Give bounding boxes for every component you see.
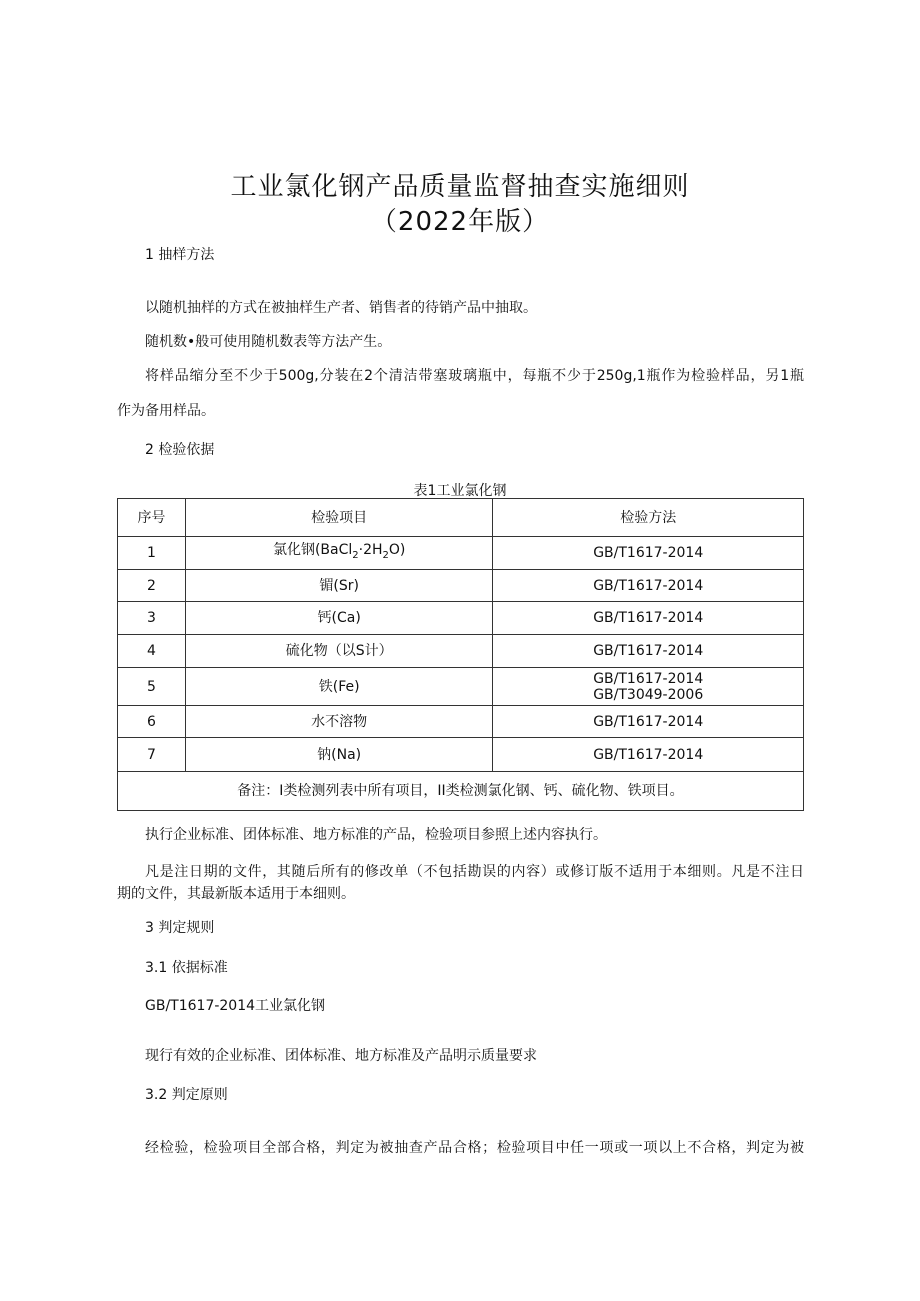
item-formula-subscript: 2: [382, 549, 389, 561]
table-row: [118, 570, 804, 602]
paragraph-sample-division-line2: 作为备用样品。: [117, 403, 215, 419]
paragraph-sample-division-line1: 将样品缩分至不少于500g,分装在2个清洁带塞玻璃瓶中，每瓶不少于250g,1瓶作为检验样品，另1瓶: [145, 368, 804, 384]
paragraph-random-number: 随机数•般可使用随机数表等方法产生。: [145, 334, 392, 350]
standard-reference: GB/T1617-2014工业氯化钢: [145, 998, 326, 1014]
row-item: 钠(Na): [185, 738, 493, 772]
table-header-row: [118, 499, 804, 537]
document-title: 工业氯化钢产品质量监督抽查实施细则: [230, 172, 690, 202]
section-1-heading: 1 抽样方法: [145, 247, 215, 263]
row-item: 水不溶物: [185, 706, 493, 738]
row-item: 硫化物（以S计）: [185, 635, 493, 668]
subsection-3-1-heading: 3.1 依据标准: [145, 960, 228, 976]
row-no: 6: [118, 706, 186, 738]
row-item: [185, 537, 493, 570]
row-no: 4: [118, 635, 186, 668]
section-3-heading: 3 判定规则: [145, 920, 215, 936]
row-method-line: GB/T1617-2014: [593, 670, 704, 687]
row-item: 铁(Fe): [185, 668, 493, 706]
item-formula-part: O): [388, 542, 406, 559]
table-row: [118, 537, 804, 570]
row-method: GB/T1617-2014: [493, 570, 804, 602]
table-row: [118, 602, 804, 635]
table-row: [118, 706, 804, 738]
row-method: GB/T1617-2014: [493, 537, 804, 570]
subsection-3-2-heading: 3.2 判定原则: [145, 1087, 228, 1103]
item-formula-subscript: 2: [352, 549, 359, 561]
row-item: 镅(Sr): [185, 570, 493, 602]
inspection-table: [117, 498, 804, 811]
row-no: 7: [118, 738, 186, 772]
paragraph-dated-documents-line1: 凡是注日期的文件，其随后所有的修改单（不包括勘误的内容）或修订版不适用于本细则。凡是不注日: [145, 864, 804, 880]
row-no: 5: [118, 668, 186, 706]
row-method: GB/T1617-2014: [493, 738, 804, 772]
table-row: [118, 738, 804, 772]
row-no: 2: [118, 570, 186, 602]
paragraph-valid-standards: 现行有效的企业标准、团体标准、地方标准及产品明示质量要求: [145, 1048, 537, 1064]
table-caption: 表1工业氯化钢: [413, 483, 507, 499]
item-formula-part: ·2H: [358, 542, 383, 559]
table-note: 备注：I类检测列表中所有项目，II类检测氯化钢、钙、硫化物、铁项目。: [118, 772, 804, 811]
paragraph-judgement: 经检验，检验项目全部合格，判定为被抽查产品合格；检验项目中任一项或一项以上不合格，判定为被: [145, 1140, 804, 1156]
row-no: 3: [118, 602, 186, 635]
paragraph-sampling-method: 以随机抽样的方式在被抽样生产者、销售者的待销产品中抽取。: [145, 300, 537, 316]
row-method-line: GB/T3049-2006: [593, 686, 704, 703]
paragraph-dated-documents-line2: 期的文件，其最新版本适用于本细则。: [117, 886, 355, 902]
table-row: [118, 635, 804, 668]
item-formula-part: 氯化钢(BaCl: [272, 542, 353, 559]
row-method: GB/T1617-2014: [493, 706, 804, 738]
row-method: [493, 668, 804, 706]
header-item: 检验项目: [185, 499, 493, 537]
header-no: 序号: [118, 499, 186, 537]
row-method: GB/T1617-2014: [493, 635, 804, 668]
table-row: [118, 668, 804, 706]
section-2-heading: 2 检验依据: [145, 442, 215, 458]
table-note-row: [118, 772, 804, 811]
header-method: 检验方法: [493, 499, 804, 537]
row-item: 钙(Ca): [185, 602, 493, 635]
document-edition: （2022年版）: [370, 207, 550, 237]
paragraph-execution: 执行企业标准、团体标准、地方标准的产品，检验项目参照上述内容执行。: [145, 827, 607, 843]
row-method: GB/T1617-2014: [493, 602, 804, 635]
row-no: 1: [118, 537, 186, 570]
